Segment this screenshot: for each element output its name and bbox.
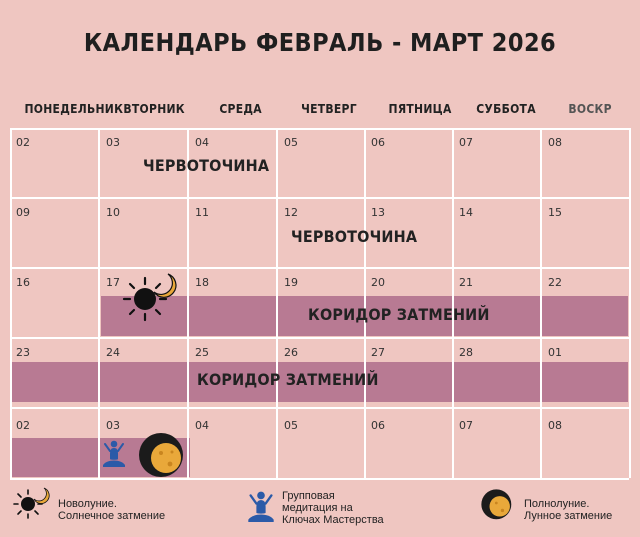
day-number: 21 <box>459 276 473 289</box>
page-title: КАЛЕНДАРЬ ФЕВРАЛЬ - МАРТ 2026 <box>83 28 557 57</box>
day-number: 27 <box>371 346 385 359</box>
grid-vline <box>98 128 100 478</box>
weekday-friday: ПЯТНИЦА <box>388 102 452 116</box>
day-number: 17 <box>106 276 120 289</box>
day-number: 10 <box>106 206 120 219</box>
grid-hline <box>10 128 629 130</box>
day-number: 19 <box>284 276 298 289</box>
legend-solar-eclipse-icon <box>10 484 50 524</box>
day-number: 12 <box>284 206 298 219</box>
day-number: 02 <box>16 136 30 149</box>
grid-hline <box>10 267 629 269</box>
day-number: 20 <box>371 276 385 289</box>
meditation-figure-icon <box>101 438 127 470</box>
day-number: 16 <box>16 276 30 289</box>
day-number: 11 <box>195 206 209 219</box>
lunar-eclipse-icon <box>137 431 187 481</box>
grid-hline <box>10 337 629 339</box>
grid-vline <box>629 128 631 478</box>
day-number: 08 <box>548 419 562 432</box>
legend-meditation-figure-icon <box>246 488 276 526</box>
event-wormhole-2: ЧЕРВОТОЧИНА <box>291 227 418 246</box>
weekday-thursday: ЧЕТВЕРГ <box>301 102 357 116</box>
day-number: 05 <box>284 419 298 432</box>
day-number: 25 <box>195 346 209 359</box>
event-eclipse-corridor-1: КОРИДОР ЗАТМЕНИЙ <box>308 305 490 324</box>
grid-hline <box>10 407 629 409</box>
weekday-tuesday: ВТОРНИК <box>123 102 185 116</box>
solar-eclipse-icon <box>116 270 178 332</box>
day-number: 06 <box>371 136 385 149</box>
grid-vline <box>187 128 189 478</box>
weekday-sunday: ВОСКР <box>568 102 612 116</box>
day-number: 04 <box>195 419 209 432</box>
weekday-monday: ПОНЕДЕЛЬНИК <box>24 102 124 116</box>
day-number: 01 <box>548 346 562 359</box>
day-number: 18 <box>195 276 209 289</box>
grid-hline <box>10 197 629 199</box>
day-number: 03 <box>106 419 120 432</box>
day-number: 24 <box>106 346 120 359</box>
legend-full-moon-label: Полнолуние. Лунное затмение <box>524 498 613 522</box>
day-number: 03 <box>106 136 120 149</box>
day-number: 04 <box>195 136 209 149</box>
day-number: 23 <box>16 346 30 359</box>
day-number: 07 <box>459 419 473 432</box>
day-number: 09 <box>16 206 30 219</box>
grid-vline <box>364 128 366 478</box>
event-eclipse-corridor-2: КОРИДОР ЗАТМЕНИЙ <box>197 370 379 389</box>
legend-meditation-label: Групповая медитация на Ключах Мастерства <box>282 490 384 526</box>
grid-vline <box>10 128 12 478</box>
weekday-wednesday: СРЕДА <box>219 102 262 116</box>
day-number: 05 <box>284 136 298 149</box>
day-number: 14 <box>459 206 473 219</box>
day-number: 06 <box>371 419 385 432</box>
day-number: 13 <box>371 206 385 219</box>
weekday-saturday: СУББОТА <box>476 102 536 116</box>
grid-vline <box>276 128 278 478</box>
day-number: 15 <box>548 206 562 219</box>
legend-lunar-eclipse-icon <box>480 488 514 522</box>
day-number: 22 <box>548 276 562 289</box>
event-wormhole-1: ЧЕРВОТОЧИНА <box>143 156 270 175</box>
day-number: 26 <box>284 346 298 359</box>
day-number: 02 <box>16 419 30 432</box>
day-number: 08 <box>548 136 562 149</box>
grid-vline <box>540 128 542 478</box>
day-number: 28 <box>459 346 473 359</box>
grid-vline <box>452 128 454 478</box>
legend-new-moon-label: Новолуние. Солнечное затмение <box>58 498 166 522</box>
grid-hline <box>10 478 629 480</box>
day-number: 07 <box>459 136 473 149</box>
